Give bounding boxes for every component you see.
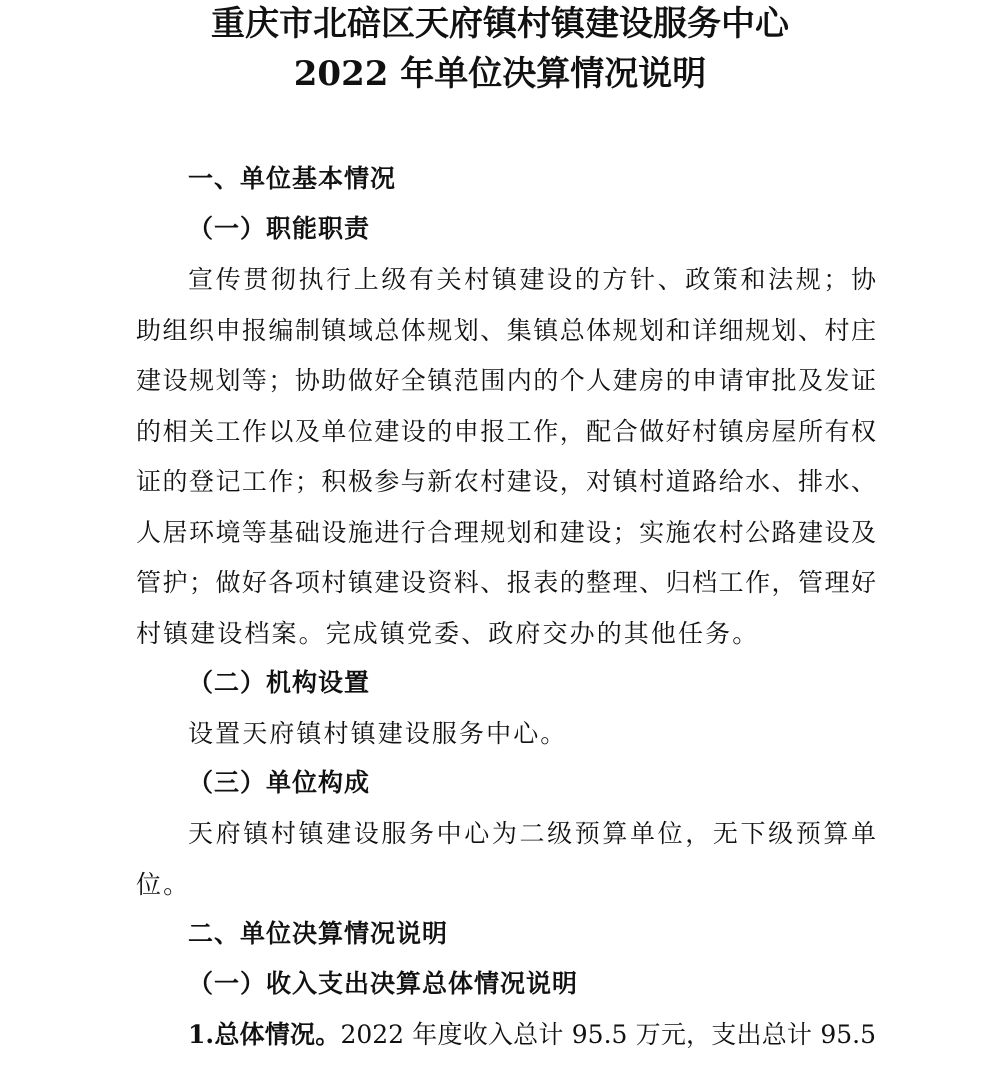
paragraph-line: 证的登记工作；积极参与新农村建设，对镇村道路给水、排水、 [136, 467, 876, 496]
item-lead: 1.总体情况。 [188, 1020, 341, 1049]
paragraph-line: 人居环境等基础设施进行合理规划和建设；实施农村公路建设及 [136, 517, 876, 547]
paragraph-line [136, 1019, 876, 1070]
paragraph-line: 村镇建设档案。完成镇党委、政府交办的其他任务。 [136, 618, 760, 648]
section2-heading: 二、单位决算情况说明 [188, 919, 449, 948]
paragraph-line: 位。 [136, 869, 191, 899]
section1-sub2-heading: （二）机构设置 [188, 668, 371, 697]
paragraph-line: 天府镇村镇建设服务中心为二级预算单位，无下级预算单 [188, 819, 876, 848]
paragraph-line: 的相关工作以及单位建设的申报工作，配合做好村镇房屋所有权 [136, 416, 876, 446]
document-title-line1: 重庆市北碚区天府镇村镇建设服务中心 [211, 4, 789, 44]
org-setup-text [188, 718, 888, 769]
paragraph-line: 助组织申报编制镇域总体规划、集镇总体规划和详细规划、村庄 [136, 315, 876, 345]
section1-heading: 一、单位基本情况 [188, 164, 397, 193]
item-text: 2022 年度收入总计 95.5 万元，支出总计 95.5 [340, 1020, 876, 1049]
section1-sub1-heading: （一）职能职责 [188, 214, 371, 243]
document-title-line2: 2022 年单位决算情况说明 [293, 54, 707, 94]
overall-situation-paragraph [136, 1019, 876, 1070]
section2-sub1-heading: （一）收入支出决算总体情况说明 [188, 969, 579, 998]
duties-paragraph [136, 264, 876, 668]
paragraph-line: 宣传贯彻执行上级有关村镇建设的方针、政策和法规；协 [188, 265, 876, 294]
paragraph-line: 管护；做好各项村镇建设资料、报表的整理、归档工作，管理好 [136, 568, 876, 597]
unit-composition-paragraph [136, 818, 876, 919]
paragraph-line: 设置天府镇村镇建设服务中心。 [188, 719, 568, 748]
paragraph-line: 建设规划等；协助做好全镇范围内的个人建房的申请审批及发证 [136, 366, 876, 395]
section1-sub3-heading: （三）单位构成 [188, 768, 371, 797]
